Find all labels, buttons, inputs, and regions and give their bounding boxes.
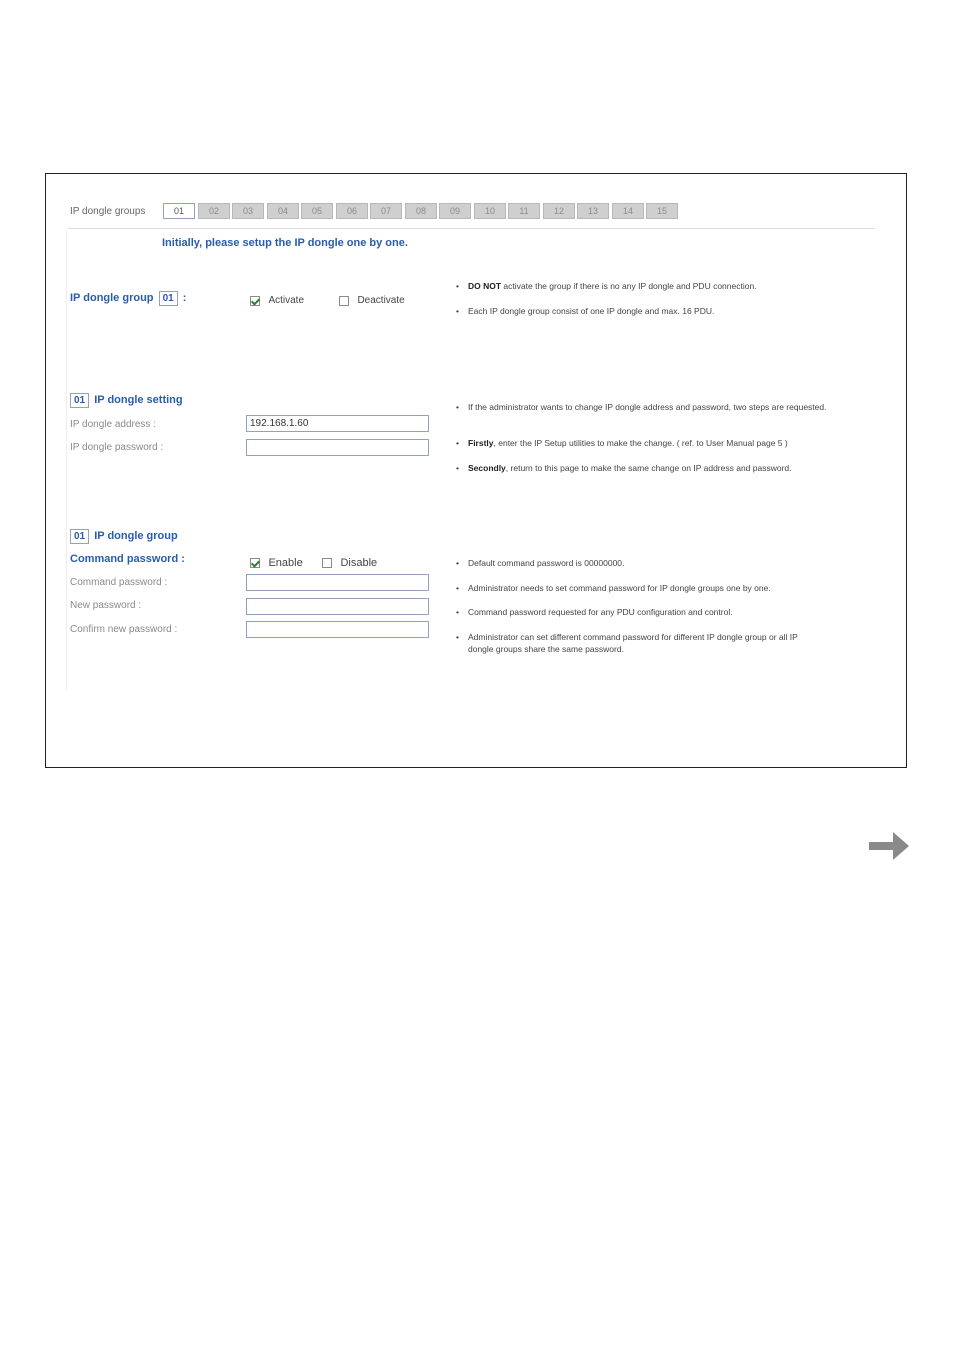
command-title-text: IP dongle group bbox=[94, 530, 178, 542]
setting-note-1: • If the administrator wants to change IP dongle address and password, two steps are requested. bbox=[456, 402, 827, 412]
note-text: Administrator can set different command password for different IP dongle group or all IP dongle groups share the same password. bbox=[468, 632, 798, 654]
group-title-prefix: IP dongle group bbox=[70, 292, 154, 304]
note-text: activate the group if there is no any IP dongle and PDU connection. bbox=[501, 281, 757, 291]
ip-password-input[interactable] bbox=[246, 439, 429, 456]
setting-note-2: • Firstly, enter the IP Setup utilities to make the change. ( ref. to User Manual page 5 ) bbox=[456, 438, 788, 448]
tab-09[interactable]: 09 bbox=[439, 203, 471, 219]
command-note-2: • Administrator needs to set command password for IP dongle groups one by one. bbox=[456, 583, 771, 593]
tab-14[interactable]: 14 bbox=[612, 203, 644, 219]
command-note-3: • Command password requested for any PDU configuration and control. bbox=[456, 607, 733, 617]
tab-13[interactable]: 13 bbox=[577, 203, 609, 219]
tabs-label: IP dongle groups bbox=[70, 206, 146, 217]
disable-option[interactable] bbox=[322, 554, 377, 572]
new-password-label: New password : bbox=[70, 600, 142, 611]
tab-08[interactable]: 08 bbox=[405, 203, 437, 219]
group-title bbox=[70, 291, 186, 306]
setting-number: 01 bbox=[70, 393, 89, 408]
note-bold: Firstly bbox=[468, 438, 494, 448]
note-text: , return to this page to make the same change on IP address and password. bbox=[505, 463, 792, 473]
command-password-label: Command password : bbox=[70, 577, 168, 588]
group-note-1: • DO NOT activate the group if there is no any IP dongle and PDU connection. bbox=[456, 281, 757, 291]
command-note-4: • Administrator can set different command password for different IP dongle group or all IP dongle groups share the same password. bbox=[456, 632, 798, 654]
note-text: Default command password is 00000000. bbox=[468, 558, 625, 568]
setting-title-text: IP dongle setting bbox=[94, 394, 183, 406]
note-bold: Secondly bbox=[468, 463, 506, 473]
note-text: If the administrator wants to change IP dongle address and password, two steps are requested. bbox=[468, 402, 827, 412]
tab-15[interactable]: 15 bbox=[646, 203, 678, 219]
note-text: Each IP dongle group consist of one IP dongle and max. 16 PDU. bbox=[468, 306, 715, 316]
tab-02[interactable]: 02 bbox=[198, 203, 230, 219]
tab-04[interactable]: 04 bbox=[267, 203, 299, 219]
group-title-suffix: : bbox=[182, 292, 187, 304]
confirm-password-label: Confirm new password : bbox=[70, 624, 178, 635]
note-bold: DO NOT bbox=[468, 281, 502, 291]
note-text: , enter the IP Setup utilities to make the change. ( ref. to User Manual page 5 ) bbox=[493, 438, 788, 448]
activate-option[interactable] bbox=[250, 292, 304, 310]
next-page-arrow-icon[interactable] bbox=[867, 826, 911, 866]
tab-03[interactable]: 03 bbox=[232, 203, 264, 219]
note-text: Command password requested for any PDU configuration and control. bbox=[468, 607, 733, 617]
tabs-divider bbox=[68, 228, 875, 229]
tab-12[interactable]: 12 bbox=[543, 203, 575, 219]
setting-note-3: • Secondly, return to this page to make the same change on IP address and password. bbox=[456, 463, 792, 473]
tab-10[interactable]: 10 bbox=[474, 203, 506, 219]
content-left-border bbox=[66, 230, 67, 690]
activate-label: Activate bbox=[268, 295, 305, 307]
new-password-input[interactable] bbox=[246, 598, 429, 615]
deactivate-checkbox[interactable] bbox=[339, 296, 349, 306]
command-title bbox=[70, 529, 178, 544]
tab-11[interactable]: 11 bbox=[508, 203, 540, 219]
group-note-2: • Each IP dongle group consist of one IP dongle and max. 16 PDU. bbox=[456, 306, 715, 316]
enable-option[interactable] bbox=[250, 554, 303, 572]
ip-password-label: IP dongle password : bbox=[70, 442, 164, 453]
disable-checkbox[interactable] bbox=[322, 558, 332, 568]
tab-01[interactable]: 01 bbox=[163, 203, 195, 219]
group-number: 01 bbox=[159, 291, 178, 306]
enable-checkbox[interactable] bbox=[250, 558, 260, 568]
command-note-1: • Default command password is 00000000. bbox=[456, 558, 625, 568]
ip-address-label: IP dongle address : bbox=[70, 419, 156, 430]
intro-text: Initially, please setup the IP dongle one by one. bbox=[162, 237, 408, 249]
tab-05[interactable]: 05 bbox=[301, 203, 333, 219]
confirm-password-input[interactable] bbox=[246, 621, 429, 638]
command-password-input[interactable] bbox=[246, 574, 429, 591]
command-subtitle: Command password : bbox=[70, 553, 185, 565]
note-text: Administrator needs to set command password for IP dongle groups one by one. bbox=[468, 583, 771, 593]
screenshot-frame bbox=[45, 173, 907, 768]
setting-title bbox=[70, 393, 183, 408]
deactivate-option[interactable] bbox=[339, 292, 405, 310]
disable-label: Disable bbox=[340, 556, 378, 569]
tab-07[interactable]: 07 bbox=[370, 203, 402, 219]
tab-06[interactable]: 06 bbox=[336, 203, 368, 219]
command-number: 01 bbox=[70, 529, 89, 544]
enable-label: Enable bbox=[268, 556, 303, 569]
activate-checkbox[interactable] bbox=[250, 296, 260, 306]
ip-address-input[interactable] bbox=[246, 415, 429, 432]
deactivate-label: Deactivate bbox=[357, 295, 405, 307]
